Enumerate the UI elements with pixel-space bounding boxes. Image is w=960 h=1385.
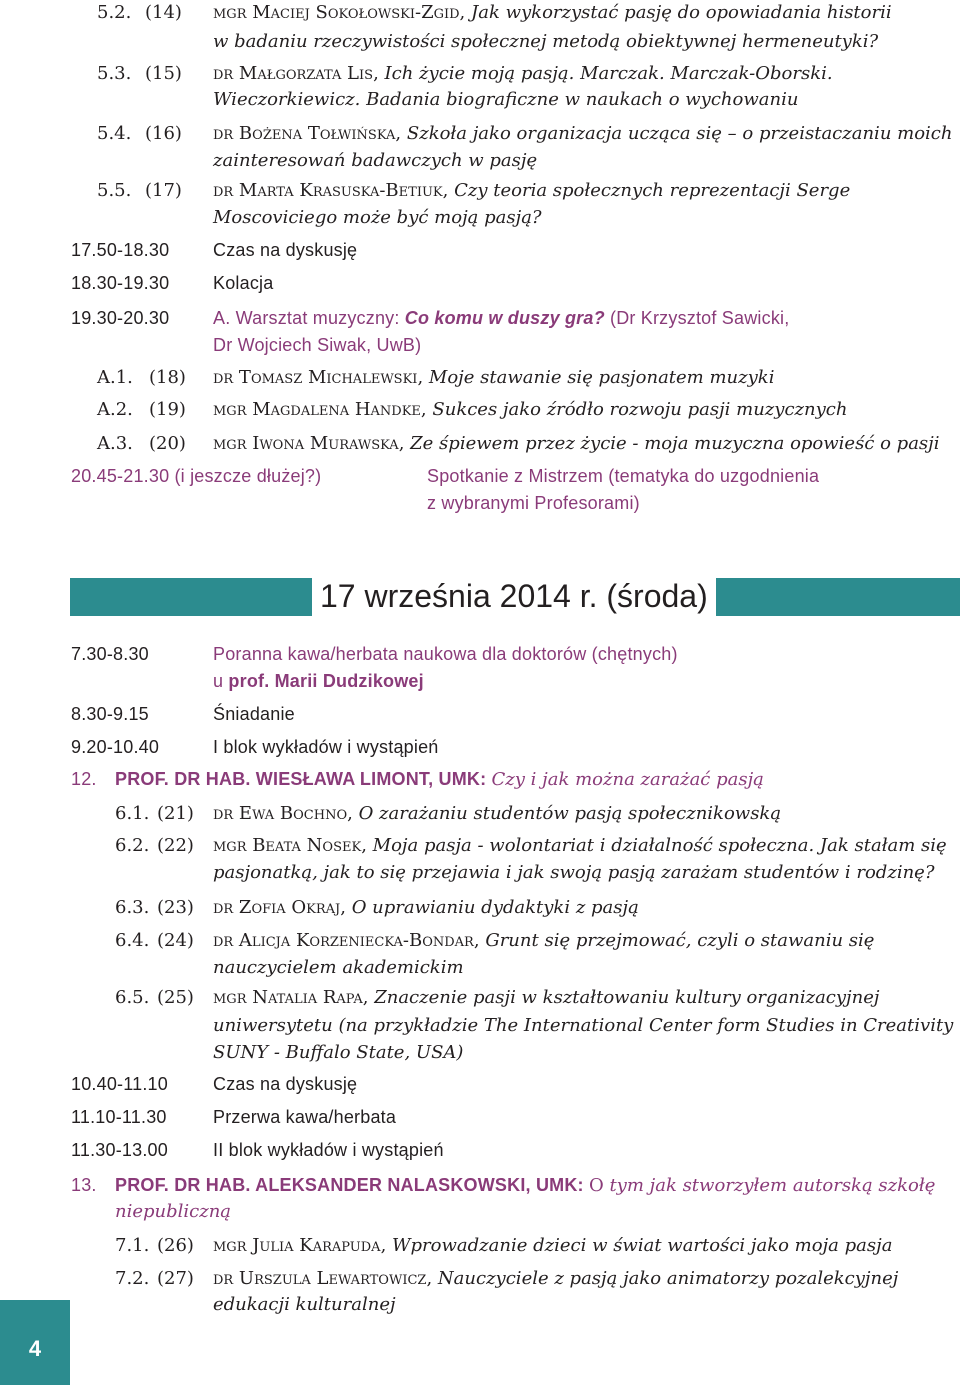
talk-title: Ze śpiewem przez życie - moja muzyczna opowieść o pasji xyxy=(410,433,940,454)
talk-number: 5.5. xyxy=(97,180,132,201)
slot-time: 19.30-20.30 xyxy=(71,308,170,328)
talk-number: 6.2. xyxy=(115,835,150,856)
slot-time: 8.30-9.15 xyxy=(71,704,149,724)
slot-label: II blok wykładów i wystąpień xyxy=(213,1140,444,1160)
talk-title: Jak wykorzystać pasję do opowiadania historii xyxy=(471,2,892,23)
speaker-name: dr Bożena Tołwińska xyxy=(213,123,396,144)
talk-title: Znaczenie pasji w kształtowaniu kultury organizacyjnej xyxy=(374,987,880,1008)
workshop-title: Co komu w duszy gra? xyxy=(404,308,605,328)
workshop-suffix: (Dr Krzysztof Sawicki, xyxy=(604,308,790,328)
talk-number: 5.4. xyxy=(97,123,132,144)
talk-title-line-2: pasjonatką, jak to się przejawia i jak swoją pasją zarażam studentów i rodzinę? xyxy=(213,862,935,883)
talk-line-1 xyxy=(213,1268,898,1289)
speaker-sep: , xyxy=(380,1235,387,1256)
talk-line-1 xyxy=(213,930,874,951)
speaker-sep: , xyxy=(373,63,379,84)
speaker-name: mgr Magdalena Handke xyxy=(213,399,421,420)
talk-line-1 xyxy=(213,399,847,420)
talk-number: A.3. xyxy=(97,433,133,454)
lecture-line xyxy=(115,769,764,790)
talk-line-1 xyxy=(213,367,774,388)
slot-time: 18.30-19.30 xyxy=(71,273,170,293)
talk-line-1 xyxy=(213,433,940,454)
lecture-title: tym jak stworzyłem autorską szkołę xyxy=(609,1175,936,1196)
talk-index: (20) xyxy=(149,433,186,454)
talk-line-1 xyxy=(213,1235,892,1256)
talk-line-1 xyxy=(213,63,833,84)
speaker-sep: , xyxy=(340,897,346,918)
talk-title-line-2: zainteresowań badawczych w pasję xyxy=(213,150,538,171)
talk-number: 6.1. xyxy=(115,803,150,824)
talk-index: (18) xyxy=(149,367,186,388)
workshop-prefix: A. Warsztat muzyczny: xyxy=(213,308,405,328)
speaker-sep: , xyxy=(442,180,449,201)
speaker-sep: , xyxy=(426,1268,433,1289)
lecture-number: 12. xyxy=(71,769,97,789)
slot-label: Śniadanie xyxy=(213,704,295,724)
speaker-name: dr Małgorzata Lis xyxy=(213,63,374,84)
coffee-line-2 xyxy=(213,671,424,692)
talk-index: (17) xyxy=(145,180,182,201)
talk-index: (24) xyxy=(157,930,194,951)
talk-title-line-3: SUNY - Buffalo State, USA) xyxy=(213,1042,464,1063)
coffee-host: prof. Marii Dudzikowej xyxy=(228,671,424,691)
speaker-name: dr Ewa Bochno xyxy=(213,803,348,824)
lecture-title: Czy i jak można zarażać pasją xyxy=(491,769,764,790)
speaker-name: mgr Iwona Murawska xyxy=(213,433,399,454)
talk-line-1 xyxy=(213,897,639,918)
talk-index: (21) xyxy=(157,803,194,824)
slot-time: 11.10-11.30 xyxy=(71,1107,167,1127)
speaker-sep: , xyxy=(420,399,427,420)
talk-line-1 xyxy=(213,987,879,1008)
talk-index: (15) xyxy=(145,63,182,84)
talk-number: 6.5. xyxy=(115,987,150,1008)
talk-title-line-2: uniwersytetu (na przykładzie The International Center form Studies in Creativity xyxy=(213,1015,954,1036)
talk-title: Moje stawanie się pasjonatem muzyki xyxy=(428,367,775,388)
slot-time: 20.45-21.30 (i jeszcze dłużej?) xyxy=(71,466,322,486)
lecture-speaker: PROF. DR HAB. WIESŁAWA LIMONT, UMK xyxy=(115,769,481,789)
slot-time: 17.50-18.30 xyxy=(71,240,170,260)
talk-title: Czy teoria społecznych reprezentacji Serge xyxy=(454,180,851,201)
speaker-sep: , xyxy=(347,803,353,824)
talk-number: 7.1. xyxy=(115,1235,150,1256)
talk-title-line-2: Wieczorkiewicz. Badania biograficzne w naukach o wychowaniu xyxy=(213,89,799,110)
talk-number: 6.4. xyxy=(115,930,150,951)
speaker-name: mgr Maciej Sokołowski-Zgid xyxy=(213,2,460,23)
speaker-sep: , xyxy=(362,987,369,1008)
speaker-sep: , xyxy=(459,2,466,23)
talk-index: (25) xyxy=(157,987,194,1008)
lecture-title-line-2: niepubliczną xyxy=(115,1201,232,1222)
speaker-name: dr Tomasz Michalewski xyxy=(213,367,418,388)
talk-number: A.1. xyxy=(97,367,133,388)
speaker-sep: , xyxy=(361,835,367,856)
talk-title: Ich życie moją pasją. Marczak. Marczak-Oborski. xyxy=(384,63,833,84)
talk-number: 6.3. xyxy=(115,897,150,918)
talk-line-1 xyxy=(213,835,947,856)
slot-label: Czas na dyskusję xyxy=(213,1074,358,1094)
slot-time: 11.30-13.00 xyxy=(71,1140,168,1160)
slot-label: Przerwa kawa/herbata xyxy=(213,1107,397,1127)
slot-time: 9.20-10.40 xyxy=(71,737,160,757)
master-line-1: Spotkanie z Mistrzem (tematyka do uzgodnienia xyxy=(427,466,820,486)
day-banner-title: 17 września 2014 r. (środa) xyxy=(312,572,716,616)
workshop-line-1 xyxy=(213,308,789,329)
speaker-name: dr Urszula Lewartowicz xyxy=(213,1268,427,1289)
lecture-colon: : xyxy=(480,769,492,789)
coffee-line-1: Poranna kawa/herbata naukowa dla doktorów (chętnych) xyxy=(213,644,678,664)
talk-line-1 xyxy=(213,803,781,824)
talk-number: 5.3. xyxy=(97,63,132,84)
speaker-name: mgr Natalia Rapa xyxy=(213,987,363,1008)
talk-line-1 xyxy=(213,2,892,23)
slot-label: I blok wykładów i wystąpień xyxy=(213,737,439,757)
speaker-sep: , xyxy=(398,433,405,454)
lecture-speaker: PROF. DR HAB. ALEKSANDER NALASKOWSKI, UMK xyxy=(115,1175,578,1195)
workshop-line-2: Dr Wojciech Siwak, UwB) xyxy=(213,335,422,355)
lecture-line xyxy=(115,1175,935,1196)
talk-index: (26) xyxy=(157,1235,194,1256)
talk-title: O zarażaniu studentów pasją społecznikowską xyxy=(358,803,782,824)
speaker-name: mgr Beata Nosek xyxy=(213,835,362,856)
talk-title: Nauczyciele z pasją jako animatorzy pozalekcyjnej xyxy=(437,1268,899,1289)
talk-title-line-2: edukacji kulturalnej xyxy=(213,1294,396,1315)
slot-time: 10.40-11.10 xyxy=(71,1074,168,1094)
speaker-sep: , xyxy=(417,367,424,388)
coffee-prefix: u xyxy=(213,671,229,691)
talk-index: (19) xyxy=(149,399,186,420)
speaker-name: dr Marta Krasuska-Betiuk xyxy=(213,180,443,201)
talk-title: Wprowadzanie dzieci w świat wartości jako moja pasja xyxy=(392,1235,893,1256)
talk-title-line-2: w badaniu rzeczywistości społecznej metodą obiektywnej hermeneutyki? xyxy=(213,31,879,52)
talk-title: Sukces jako źródło rozwoju pasji muzycznych xyxy=(432,399,848,420)
master-line-2: z wybranymi Profesorami) xyxy=(427,493,640,513)
lecture-number: 13. xyxy=(71,1175,97,1195)
talk-title-line-2: Moscoviciego może być moją pasją? xyxy=(213,207,542,228)
slot-label: Kolacja xyxy=(213,273,274,293)
talk-index: (22) xyxy=(157,835,194,856)
talk-number: 7.2. xyxy=(115,1268,150,1289)
page-number: 4 xyxy=(28,1336,42,1361)
slot-label: Czas na dyskusję xyxy=(213,240,358,260)
talk-index: (14) xyxy=(145,2,182,23)
talk-line-1 xyxy=(213,123,952,144)
lecture-o: O xyxy=(588,1175,610,1196)
talk-title: O uprawianiu dydaktyki z pasją xyxy=(351,897,639,918)
talk-index: (23) xyxy=(157,897,194,918)
talk-title-line-2: nauczycielem akademickim xyxy=(213,957,464,978)
talk-title: Szkoła jako organizacja ucząca się – o przeistaczaniu moich xyxy=(406,123,953,144)
talk-index: (16) xyxy=(145,123,182,144)
talk-number: 5.2. xyxy=(97,2,132,23)
speaker-name: dr Zofia Okraj xyxy=(213,897,341,918)
talk-title: Grunt się przejmować, czyli o stawaniu się xyxy=(485,930,875,951)
talk-index: (27) xyxy=(157,1268,194,1289)
speaker-name: dr Alicja Korzeniecka-Bondar xyxy=(213,930,474,951)
speaker-sep: , xyxy=(473,930,480,951)
lecture-colon: : xyxy=(577,1175,589,1195)
talk-number: A.2. xyxy=(97,399,133,420)
speaker-name: mgr Julia Karapuda xyxy=(213,1235,381,1256)
slot-time: 7.30-8.30 xyxy=(71,644,149,664)
talk-title: Moja pasja - wolontariat i działalność społeczna. Jak stałam się xyxy=(372,835,947,856)
speaker-sep: , xyxy=(395,123,402,144)
talk-line-1 xyxy=(213,180,850,201)
